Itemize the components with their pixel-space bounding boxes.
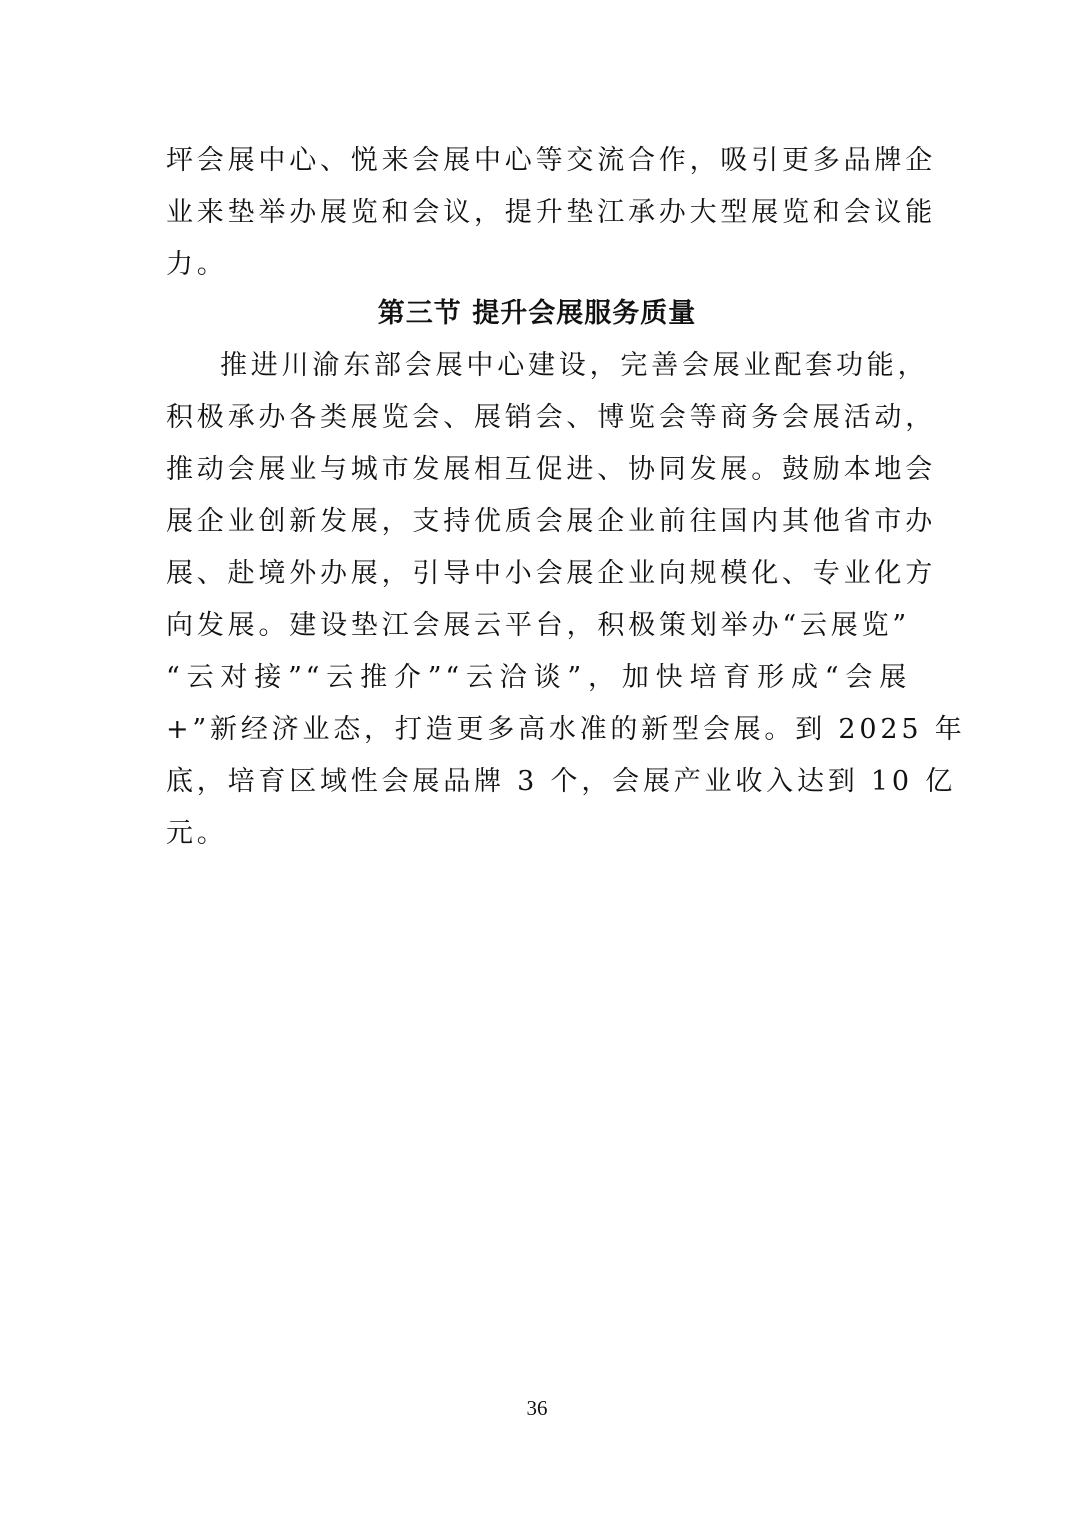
section-heading: 第三节 提升会展服务质量 bbox=[377, 298, 697, 329]
paragraph-line: 业来垫举办展览和会议，提升垫江承办大型展览和会议能 bbox=[166, 197, 936, 228]
paragraph-line: 力。 bbox=[166, 249, 228, 280]
paragraph-line: 坪会展中心、悦来会展中心等交流合作，吸引更多品牌企 bbox=[166, 145, 936, 176]
paragraph-line: 元。 bbox=[166, 818, 228, 849]
paragraph-line: 推动会展业与城市发展相互促进、协同发展。鼓励本地会 bbox=[166, 454, 936, 485]
paragraph-line: 展企业创新发展，支持优质会展企业前往国内其他省市办 bbox=[166, 506, 936, 537]
paragraph-line: 展、赴境外办展，引导中小会展企业向规模化、专业化方 bbox=[166, 558, 936, 589]
paragraph-line: 积极承办各类展览会、展销会、博览会等商务会展活动， bbox=[166, 402, 936, 433]
page-number: 36 bbox=[526, 1396, 548, 1420]
paragraph-line: 向发展。建设垫江会展云平台，积极策划举办“云展览” bbox=[166, 610, 910, 641]
paragraph-line: 推进川渝东部会展中心建设，完善会展业配套功能， bbox=[220, 350, 929, 381]
paragraph-line: “云对接”“云推介”“云洽谈”，加快培育形成“会展 bbox=[166, 662, 910, 693]
paragraph-line: +”新经济业态，打造更多高水准的新型会展。到 2025 年 bbox=[166, 714, 966, 745]
paragraph-line: 底，培育区域性会展品牌 3 个，会展产业收入达到 10 亿 bbox=[166, 766, 957, 797]
